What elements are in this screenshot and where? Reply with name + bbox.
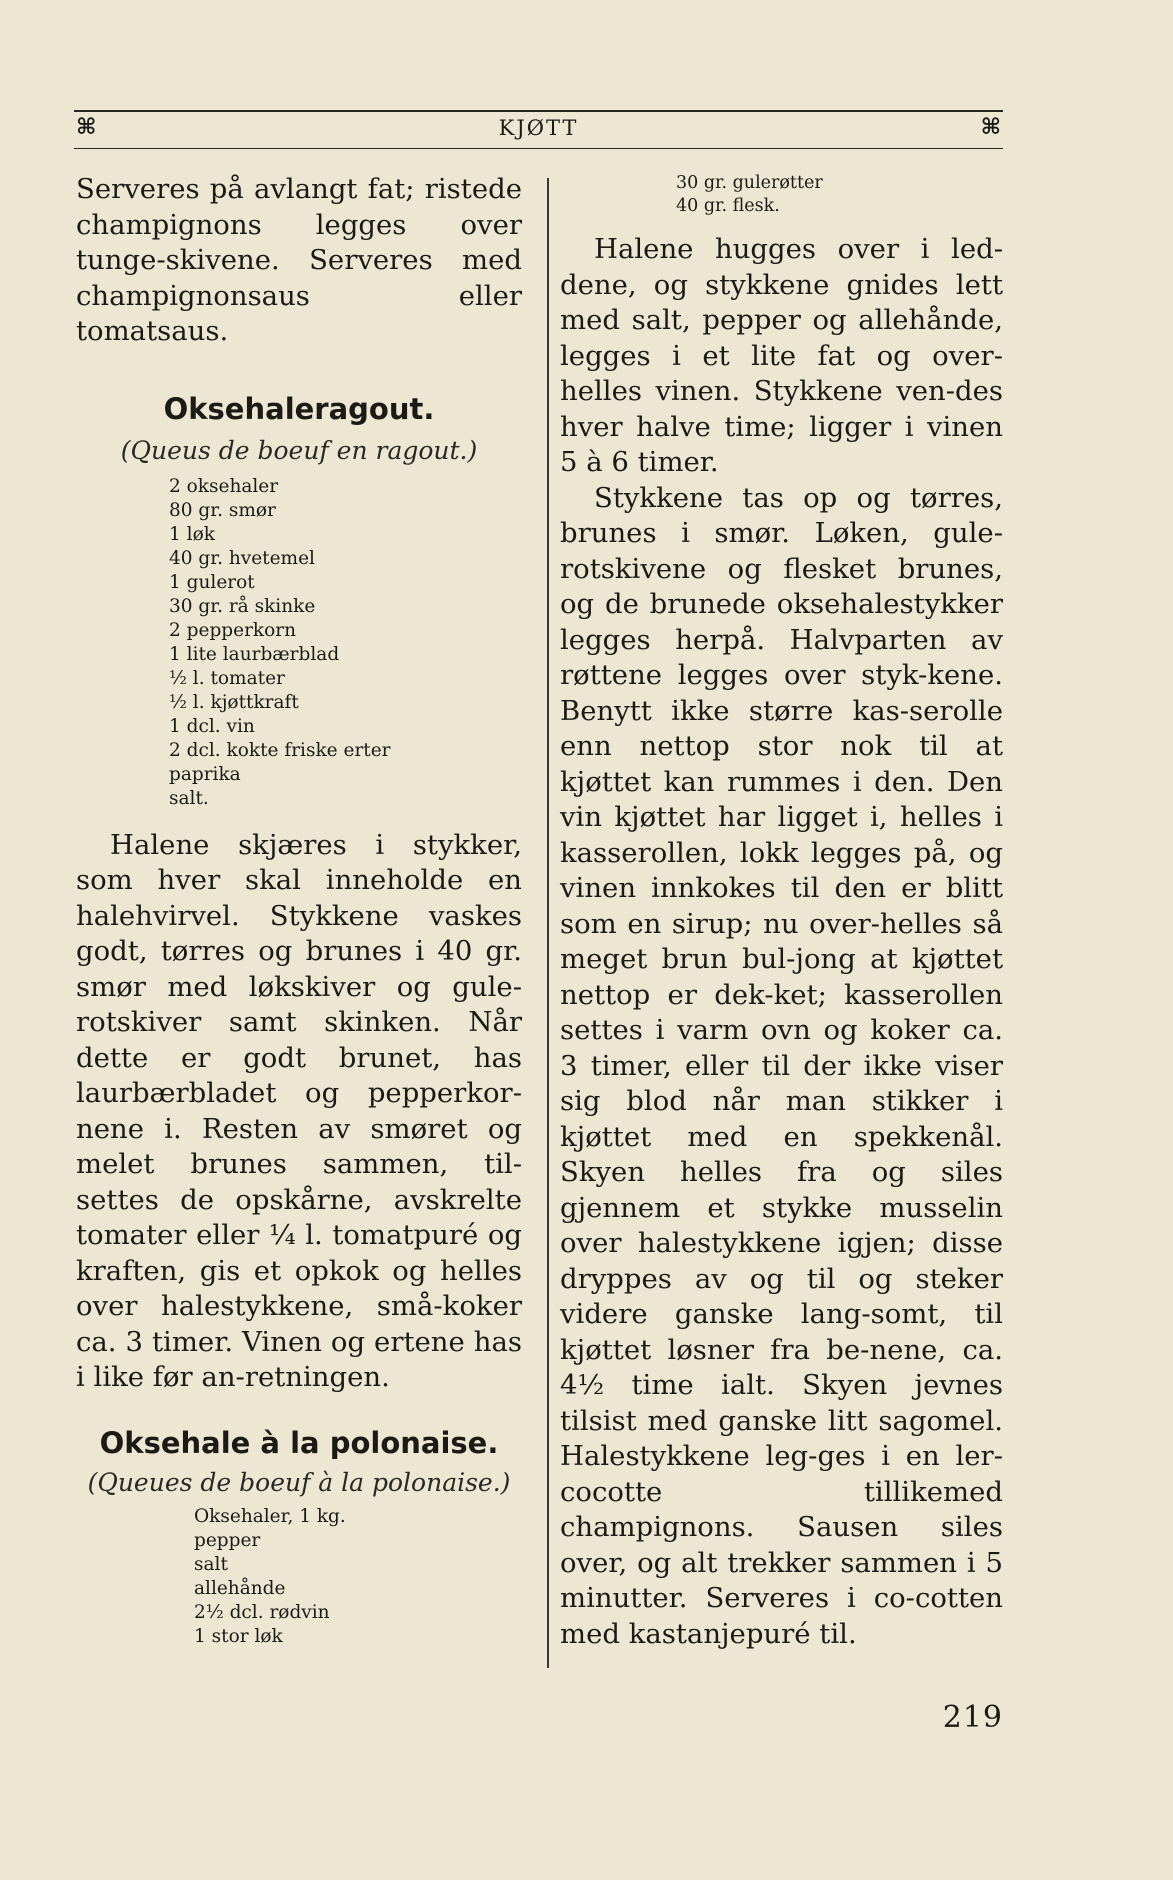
page-number: 219 xyxy=(942,1700,1003,1735)
ingredient-item: 2½ dcl. rødvin xyxy=(194,1601,330,1623)
running-header xyxy=(74,110,1003,149)
section-title: KJØTT xyxy=(498,116,579,140)
ingredient-list-oksehaleragout xyxy=(169,475,522,811)
ingredient-item: 1 lite laurbærblad xyxy=(169,643,340,665)
right-column xyxy=(560,172,1003,1652)
ingredient-item: paprika xyxy=(169,763,241,785)
ingredient-list-polonaise xyxy=(194,1505,522,1649)
ingredient-item: pepper xyxy=(194,1529,261,1551)
ingredient-item: 1 dcl. vin xyxy=(169,715,255,737)
method-paragraph-2: Stykkene tas op og tørres, brunes i smør. Løken, gule-rotskivene og flesket brunes, og de brunede oksehalestykker legges herpå. Halvparten av røttene legges over styk-kene. Benytt ikke større kas-serolle enn nettop stor nok til at kjøttet kan rummes i den. Den vin kjøttet har ligget i, helles i kasserollen, lokk legges på, og vinen innkokes til den er blitt som en sirup; nu over-helles så meget brun bul-jong at kjøttet nettop er dek-ket; kasserollen settes i varm ovn og koker ca. 3 timer, eller til der ikke viser sig blod når man stikker i kjøttet med en spekkenål. Skyen helles fra og siles gjennem et stykke musselin over halestykkene igjen; disse dryppes av og til og steker videre ganske lang-somt, til kjøttet løsner fra be-nene, ca. 4½ time ialt. Skyen jevnes tilsist med ganske litt sagomel. Halestykkene leg-ges i en ler-cocotte tillikemed champignons. Sausen siles over, og alt trekker sammen i 5 minutter. Serveres i co-cotten med kastanjepuré til. xyxy=(560,481,1003,1650)
ingredient-item: ½ l. kjøttkraft xyxy=(169,691,299,713)
recipe-subtitle-oksehaleragout: (Queus de boeuf en ragout.) xyxy=(120,435,478,465)
ingredient-item: ½ l. tomater xyxy=(169,667,285,689)
ingredient-item: 40 gr. flesk. xyxy=(676,196,780,216)
ingredient-item: 30 gr. gulerøtter xyxy=(676,173,823,193)
ingredient-item: 40 gr. hvetemel xyxy=(169,547,315,569)
recipe-title-polonaise: Oksehale à la polonaise. xyxy=(99,1425,499,1460)
recipe-title-oksehaleragout: Oksehaleragout. xyxy=(163,391,435,426)
ingredient-item: 1 løk xyxy=(169,523,215,545)
ingredient-item: 2 dcl. kokte friske erter xyxy=(169,739,391,761)
ingredient-item: 2 oksehaler xyxy=(169,475,279,497)
ingredient-item: allehånde xyxy=(194,1577,286,1599)
ingredient-item: Oksehaler, 1 kg. xyxy=(194,1505,346,1527)
recipe-subtitle-polonaise: (Queues de boeuf à la polonaise.) xyxy=(87,1467,511,1497)
ornament-right-icon: ⌘ xyxy=(980,114,1001,140)
ingredient-item: salt. xyxy=(169,787,209,809)
ornament-left-icon: ⌘ xyxy=(76,114,97,140)
ingredient-list-continued xyxy=(676,172,1003,218)
ingredient-item: 30 gr. rå skinke xyxy=(169,595,316,617)
ingredient-item: 80 gr. smør xyxy=(169,499,276,521)
ingredient-item: salt xyxy=(194,1553,228,1575)
method-oksehaleragout: Halene skjæres i stykker, som hver skal inneholde en halehvirvel. Stykkene vaskes godt, tørres og brunes i 40 gr. smør med løkskiver og gule-rotskiver samt skinken. Når dette er godt brunet, has laurbærbladet og pepperkor-nene i. Resten av smøret og melet brunes sammen, til-settes de opskårne, avskrelte tomater eller ¼ l. tomatpuré og kraften, gis et opkok og helles over halestykkene, små-koker ca. 3 timer. Vinen og ertene has i like før an-retningen. xyxy=(76,828,522,1393)
left-column xyxy=(76,172,522,1649)
ingredient-item: 1 stor løk xyxy=(194,1625,283,1647)
intro-paragraph: Serveres på avlangt fat; ristede champignons legges over tunge-skivene. Serveres med champignonsaus eller tomatsaus. xyxy=(76,173,522,347)
method-paragraph-1: Halene hugges over i led-dene, og stykkene gnides lett med salt, pepper og allehånde, legges i et lite fat og over-helles vinen. Stykkene ven-des hver halve time; ligger i vinen 5 à 6 timer. xyxy=(560,233,1003,478)
ingredient-item: 1 gulerot xyxy=(169,571,255,593)
ingredient-item: 2 pepperkorn xyxy=(169,619,297,641)
column-divider xyxy=(547,178,549,1668)
